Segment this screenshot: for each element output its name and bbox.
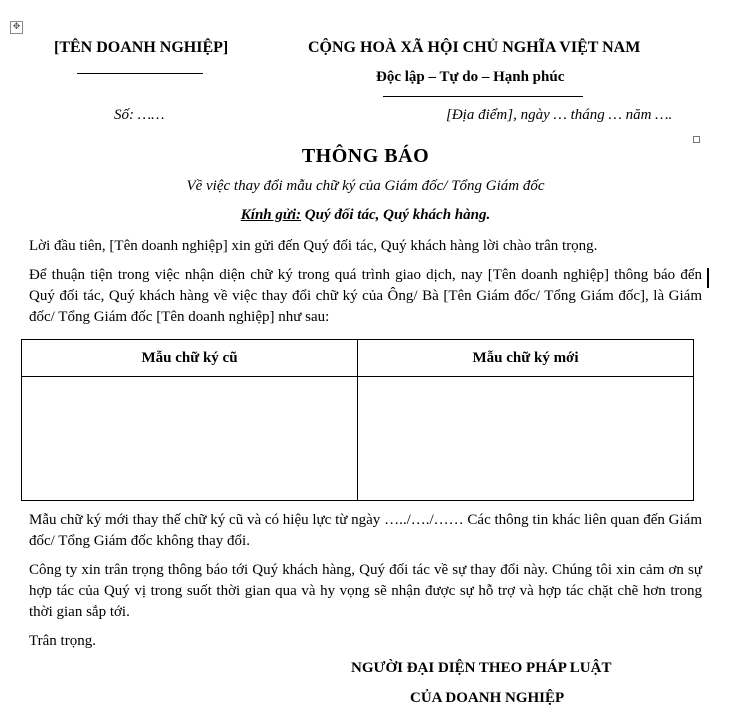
company-underline: [77, 73, 203, 74]
paragraph-opening: Lời đầu tiên, [Tên doanh nghiệp] xin gửi đến Quý đối tác, Quý khách hàng lời chào trân trọng.: [29, 238, 598, 254]
table-header-new-signature: Mẫu chữ ký mới: [358, 340, 694, 377]
signatory-title-line2: CỦA DOANH NGHIỆP: [410, 690, 565, 706]
document-subtitle: Về việc thay đổi mẫu chữ ký của Giám đốc/ Tổng Giám đốc: [186, 178, 545, 194]
national-motto: Độc lập – Tự do – Hạnh phúc: [376, 69, 565, 85]
place-date: [Địa điểm], ngày … tháng … năm ….: [446, 107, 673, 123]
national-title: CỘNG HOÀ XÃ HỘI CHỦ NGHĨA VIỆT NAM: [308, 39, 641, 56]
motto-underline: [383, 96, 583, 97]
greeting-label: Kính gửi:: [240, 207, 302, 223]
signature-table: [21, 339, 694, 501]
new-signature-cell[interactable]: [358, 377, 694, 501]
greeting: [0, 207, 731, 224]
document-title: THÔNG BÁO: [301, 145, 430, 167]
text-cursor: [707, 268, 709, 288]
resize-handle-icon[interactable]: [693, 136, 700, 143]
paragraph-closing: Trân trọng.: [29, 633, 96, 649]
paragraph-effective: Mẫu chữ ký mới thay thế chữ ký cũ và có hiệu lực từ ngày …../…./…… Các thông tin khác liên quan đến Giám đốc/ Tổng Giám đốc không thay đổi.: [29, 512, 702, 549]
paragraph-intro: Để thuận tiện trong việc nhận diện chữ ký trong quá trình giao dịch, nay [Tên doanh nghiệp] thông báo đến Quý đối tác, Quý khách hàng về việc thay đổi chữ ký của Ông/ Bà [Tên Giám đốc/ Tổng Giám đốc], là Giám đốc/ Tổng Giám đốc [Tên doanh nghiệp] như sau:: [29, 267, 702, 325]
table-move-handle-icon[interactable]: ✥: [10, 21, 23, 34]
document-number: Số: ……: [114, 107, 165, 123]
signatory-title-line1: NGƯỜI ĐẠI DIỆN THEO PHÁP LUẬT: [351, 660, 612, 676]
company-name: [TÊN DOANH NGHIỆP]: [54, 39, 229, 56]
old-signature-cell[interactable]: [22, 377, 358, 501]
greeting-recipients: Quý đối tác, Quý khách hàng.: [301, 207, 491, 223]
table-header-old-signature: Mẫu chữ ký cũ: [22, 340, 358, 377]
paragraph-thanks: Công ty xin trân trọng thông báo tới Quý khách hàng, Quý đối tác về sự thay đổi này. Chúng tôi xin cảm ơn sự hợp tác của Quý vị trong suốt thời gian qua và hy vọng sẽ nhận được sự hỗ trợ và hợp tác chặt chẽ hơn trong thời gian sắp tới.: [29, 562, 702, 620]
